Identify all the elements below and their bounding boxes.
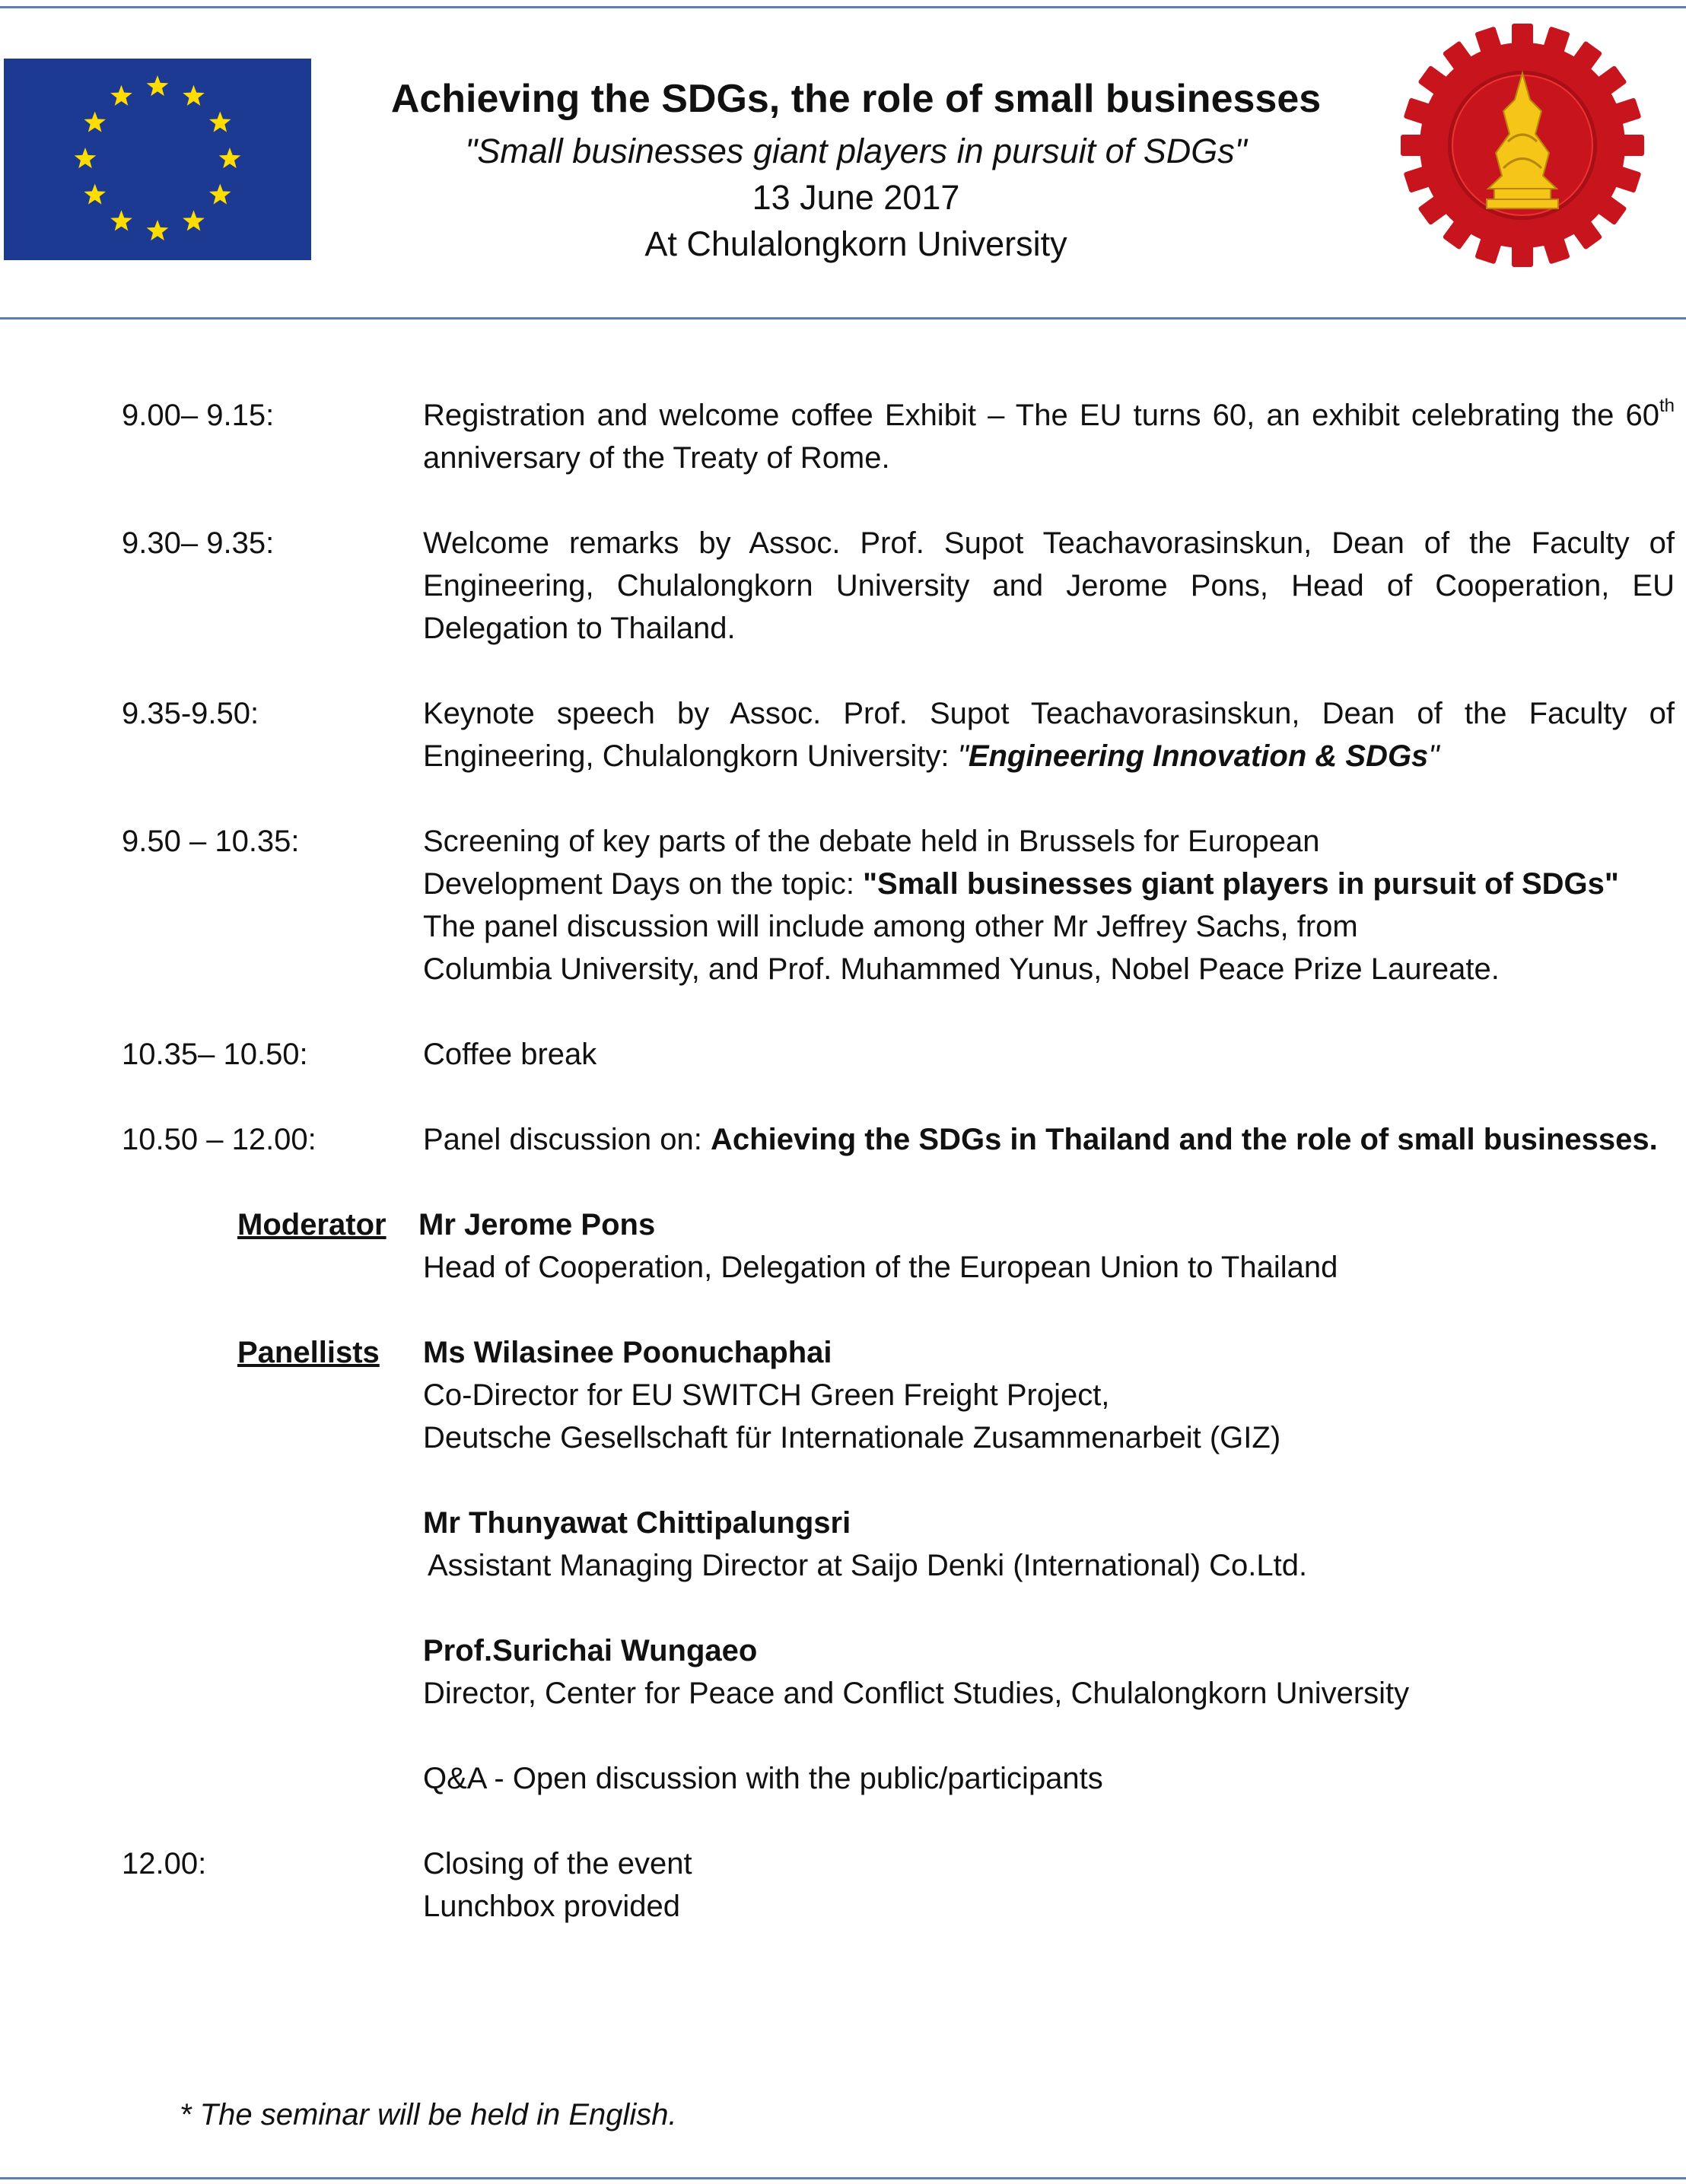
ordinal-suffix: th <box>1659 395 1675 416</box>
panellist-name: Ms Wilasinee Poonuchaphai <box>423 1336 832 1369</box>
panellists-details <box>423 1331 1556 1800</box>
agenda-item-panel <box>122 1118 1658 1161</box>
event-date: 13 June 2017 <box>752 178 960 217</box>
agenda-time: 10.50 – 12.00: <box>122 1123 317 1156</box>
agenda-description <box>423 394 1675 479</box>
agenda-description <box>423 692 1675 777</box>
moderator-name: Mr Jerome Pons <box>418 1208 656 1241</box>
moderator-details <box>418 1203 1556 1289</box>
agenda-item-screening <box>122 820 1619 990</box>
agenda-description <box>423 820 1675 990</box>
bottom-rule <box>0 2177 1686 2179</box>
agenda-description <box>423 1118 1675 1161</box>
panellist-name: Prof.Surichai Wungaeo <box>423 1634 758 1667</box>
moderator-block <box>122 1203 1556 1289</box>
panellist <box>423 1502 1556 1587</box>
agenda-text <box>423 863 1675 905</box>
chulalongkorn-university-seal-icon <box>1397 20 1648 271</box>
agenda-text-prefix: Development Days on the topic: <box>423 867 864 901</box>
agenda-text: Closing of the event <box>423 1847 692 1880</box>
agenda-time: 9.00– 9.15: <box>122 399 275 432</box>
panellist <box>423 1629 1556 1715</box>
debate-topic: "Small businesses giant players in pursuit of SDGs" <box>863 867 1619 901</box>
panellist-role: Director, Center for Peace and Conflict Studies, Chulalongkorn University <box>423 1677 1410 1710</box>
panellist-name: Mr Thunyawat Chittipalungsri <box>423 1506 851 1540</box>
agenda <box>122 394 1675 1970</box>
agenda-item-keynote <box>122 692 1675 777</box>
agenda-description <box>423 1842 1675 1928</box>
header-rule <box>0 317 1686 319</box>
quote-mark: " <box>1428 739 1439 773</box>
agenda-item-welcome <box>122 522 1675 650</box>
agenda-item-closing <box>122 1842 1556 1928</box>
eu-flag-icon <box>4 59 311 260</box>
moderator-label: Moderator <box>237 1208 387 1241</box>
panellists-label: Panellists <box>237 1336 380 1369</box>
agenda-description: Coffee break <box>423 1038 597 1071</box>
agenda-time: 9.30– 9.35: <box>122 526 275 560</box>
panel-topic: Achieving the SDGs in Thailand and the role of small businesses. <box>711 1123 1658 1156</box>
agenda-time: 9.35-9.50: <box>122 697 259 730</box>
panellists-block <box>122 1331 1556 1800</box>
quote-mark: " <box>957 739 969 773</box>
agenda-item-coffee-break <box>122 1033 1556 1076</box>
agenda-time: 12.00: <box>122 1847 207 1880</box>
panellist-role: Deutsche Gesellschaft für Internationale Zusammenarbeit (GIZ) <box>423 1421 1281 1454</box>
agenda-time: 10.35– 10.50: <box>122 1038 308 1071</box>
event-venue: At Chulalongkorn University <box>644 224 1067 263</box>
agenda-text-prefix: Panel discussion on: <box>423 1123 711 1156</box>
agenda-time: 9.50 – 10.35: <box>122 825 300 858</box>
agenda-item-registration <box>122 394 1675 479</box>
agenda-text: Keynote speech by Assoc. Prof. Supot Teachavorasinskun, Dean of the Faculty of Engineering, Chulalongkorn University: <box>423 697 1675 773</box>
moderator-role: Head of Cooperation, Delegation of the European Union to Thailand <box>423 1251 1338 1284</box>
qa-session: Q&A - Open discussion with the public/participants <box>423 1762 1103 1795</box>
agenda-text: Registration and welcome coffee Exhibit – The EU turns 60, an exhibit celebrating the 60 <box>423 399 1659 432</box>
page-title: Achieving the SDGs, the role of small businesses <box>390 77 1322 121</box>
panellist-role: Assistant Managing Director at Saijo Denki (International) Co.Ltd. <box>428 1549 1308 1582</box>
page-subtitle: "Small businesses giant players in pursuit of SDGs" <box>465 132 1247 170</box>
agenda-text: Columbia University, and Prof. Muhammed Yunus, Nobel Peace Prize Laureate. <box>423 952 1500 986</box>
footnote: * The seminar will be held in English. <box>180 2098 677 2132</box>
panellist-role: Co-Director for EU SWITCH Green Freight Project, <box>423 1378 1110 1412</box>
agenda-text: Lunchbox provided <box>423 1890 681 1923</box>
header <box>320 70 1392 267</box>
agenda-description: Welcome remarks by Assoc. Prof. Supot Teachavorasinskun, Dean of the Faculty of Engineering, Chulalongkorn University and Jerome Pons, Head of Cooperation, EU Delegation to Thailand. <box>423 526 1675 645</box>
top-rule <box>0 6 1686 8</box>
panellist <box>423 1331 1556 1459</box>
agenda-text: anniversary of the Treaty of Rome. <box>423 441 890 475</box>
agenda-text: The panel discussion will include among other Mr Jeffrey Sachs, from <box>423 910 1358 943</box>
keynote-title: Engineering Innovation & SDGs <box>968 739 1429 773</box>
agenda-text: Screening of key parts of the debate held in Brussels for European <box>423 825 1320 858</box>
